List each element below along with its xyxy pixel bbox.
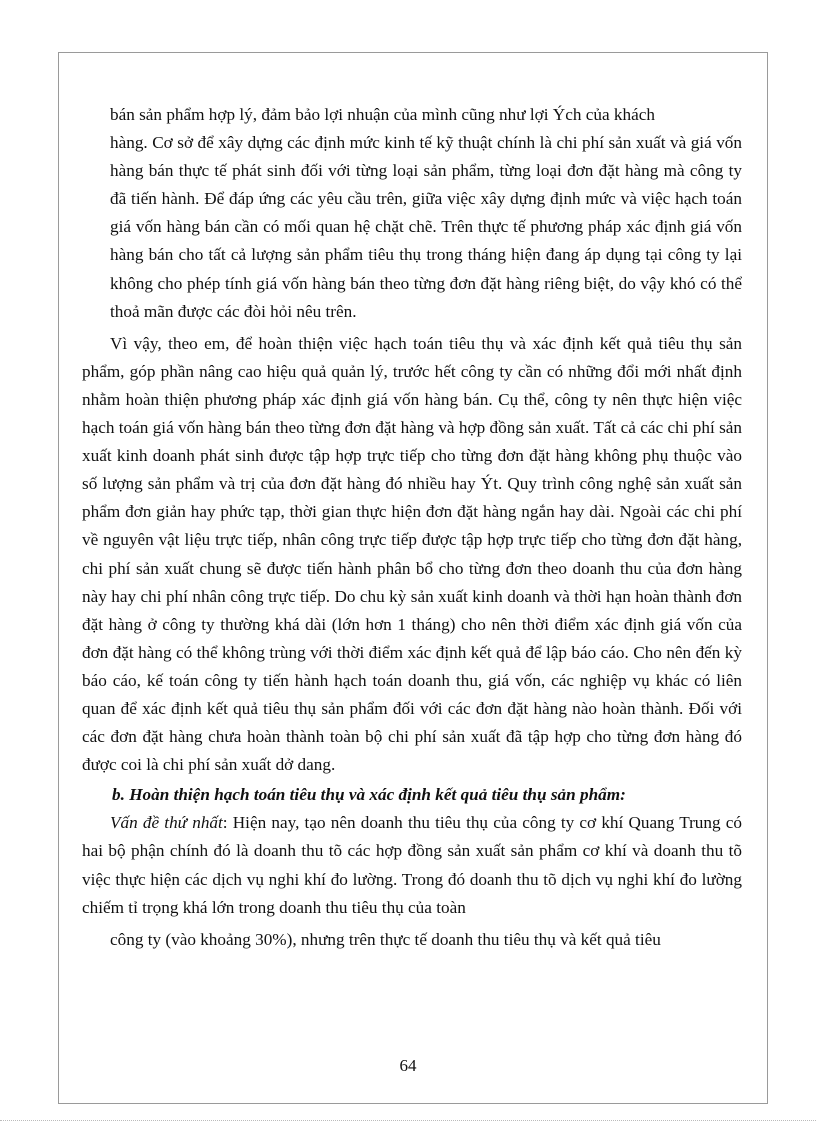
issue-label: Vấn đề thứ nhất: [110, 813, 223, 833]
paragraph: Vì vậy, theo em, để hoàn thiện việc hạch toán tiêu thụ và xác định kết quả tiêu thụ sản phẩm, góp phần nâng cao hiệu quả quản lý, trước hết công ty cần có những đổi mới nhất định nhằm hoàn thiện phương pháp xác định giá vốn hàng bán. Cụ thể, công ty nên thực hiện việc hạch toán giá vốn hàng bán theo từng đơn đặt hàng và hợp đồng sản xuất. Tất cả các chi phí sản xuất kinh doanh phát sinh được tập hợp trực tiếp cho từng đơn đặt hàng không phụ thuộc vào số lượng sản phẩm và trị của đơn đặt hàng đó nhiều hay Ýt. Quy trình công nghệ sản xuất sản phẩm đơn giản hay phức tạp, thời gian thực hiện đơn đặt hàng ngắn hay dài. Ngoài các chi phí về nguyên vật liệu trực tiếp, nhân công trực tiếp được tập hợp trực tiếp cho từng đơn đặt hàng, chi phí sản xuất chung sẽ được tiến hành phân bổ cho từng đơn theo doanh thu của đơn hàng này hay chi phí nhân công trực tiếp. Do chu kỳ sản xuất kinh doanh và thời hạn hoàn thành đơn đặt hàng ở công ty thường khá dài (lớn hơn 1 tháng) cho nên thời điểm xác định giá vốn của đơn đặt hàng có thể không trùng với thời điểm xác định kết quả để lập báo cáo. Cho nên đến kỳ báo cáo, kế toán công ty tiến hành hạch toán doanh thu, giá vốn, các nghiệp vụ khác có liên quan để xác định kết quả tiêu thụ sản phẩm đối với các đơn đặt hàng nào hoàn thành. Đối với các đơn đặt hàng chưa hoàn thành toàn bộ chi phí sản xuất đã tập hợp cho từng đơn hàng đó được coi là chi phí sản xuất dở dang.: [82, 333, 742, 775]
paragraph: [82, 809, 742, 921]
paragraph-line: bán sản phẩm hợp lý, đảm bảo lợi nhuận của mình cũng như lợi Ých của khách: [110, 105, 655, 124]
issue-text: : Hiện nay, tạo nên doanh thu tiêu thụ của công ty cơ khí Quang Trung có hai bộ phận chính đó là doanh thu tõ các hợp đồng sản xuất sản phẩm cơ khí và doanh thu tõ việc thực hiện các dịch vụ nghi khí đo lường. Trong đó doanh thu tõ dịch vụ nghi khí đo lường chiếm tỉ trọng khá lớn trong doanh thu tiêu thụ của toàn: [82, 813, 743, 917]
paragraph-line: công ty (vào khoảng 30%), nhưng trên thực tế doanh thu tiêu thụ và kết quả tiêu: [110, 929, 661, 949]
paragraph: hàng. Cơ sở để xây dựng các định mức kinh tế kỹ thuật chính là chi phí sản xuất và giá vốn hàng bán thực tế phát sinh đối với từng loại sản phẩm, từng loại đơn đặt hàng mà công ty đã tiến hành. Để đáp ứng các yêu cầu trên, giữa việc xây dựng định mức và việc hạch toán giá vốn hàng bán cần có mối quan hệ chặt chẽ. Trên thực tế phương pháp xác định giá vốn hàng bán cho tất cả lượng sản phẩm tiêu thụ trong tháng hiện đang áp dụng tại công ty lại không cho phép tính giá vốn hàng bán theo từng đơn đặt hàng riêng biệt, do vậy khó có thể thoả mãn được các đòi hỏi nêu trên.: [110, 133, 742, 321]
document-body: [82, 101, 742, 954]
page-number: 64: [399, 1056, 417, 1075]
section-heading: b. Hoàn thiện hạch toán tiêu thụ và xác định kết quả tiêu thụ sản phẩm:: [112, 785, 626, 805]
